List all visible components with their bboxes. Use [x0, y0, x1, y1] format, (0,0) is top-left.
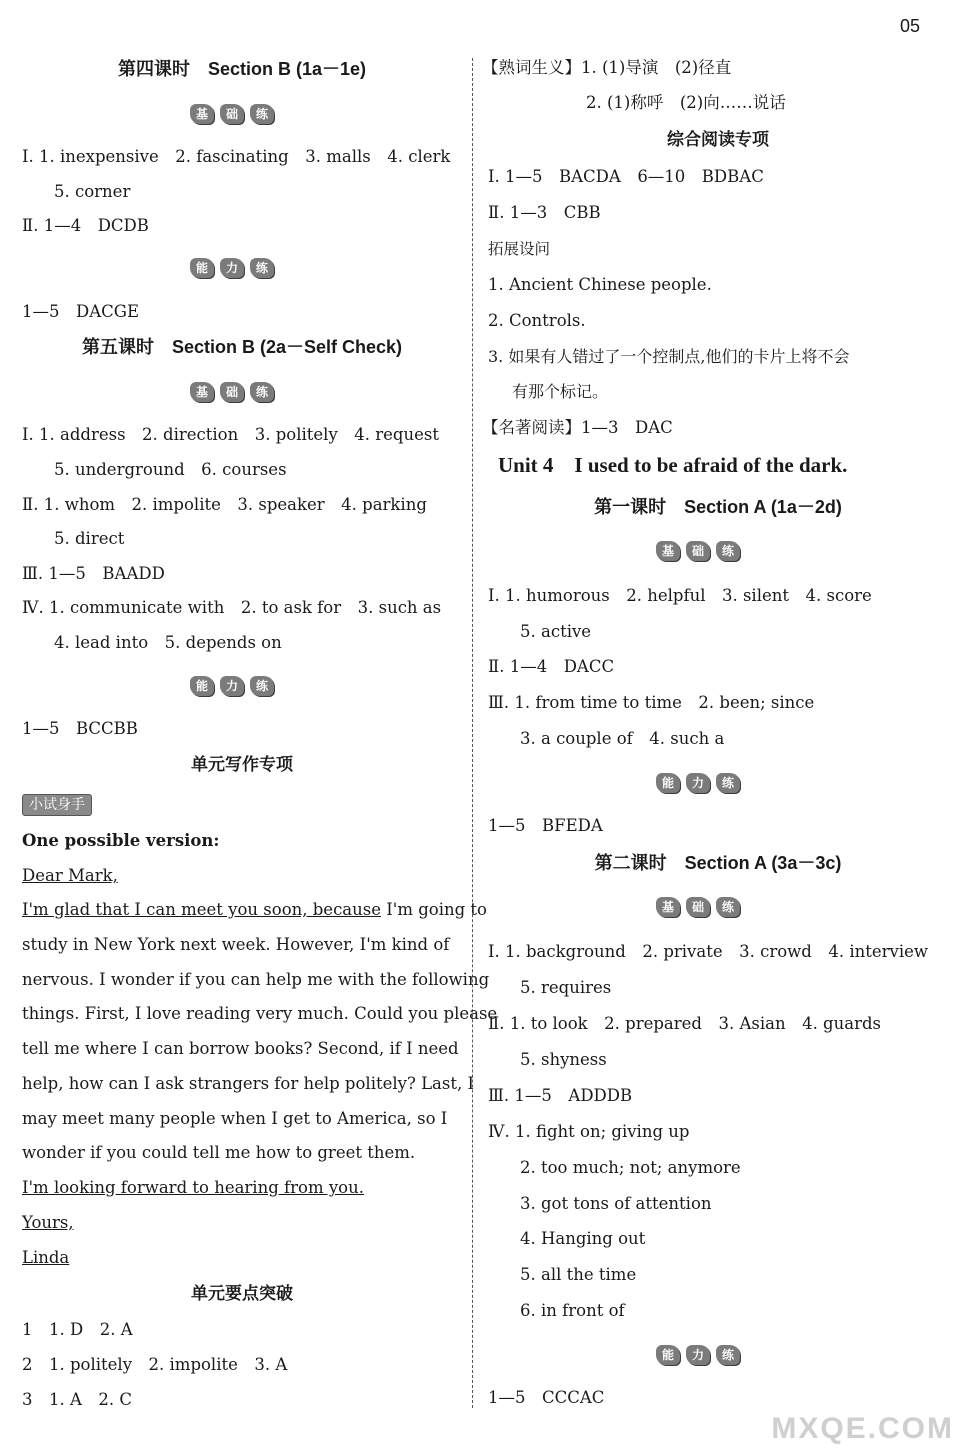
answer-line: 3. 如果有人错过了一个控制点,他们的卡片上将不会: [488, 347, 850, 366]
answer-line: 1 1. D 2. A: [22, 1320, 133, 1339]
answer-line: 【熟词生义】1. (1)导演 (2)径直: [482, 58, 732, 77]
basic-practice-badge: [656, 897, 740, 919]
answer-line: 5. all the time: [520, 1265, 637, 1284]
answer-line: 3 1. A 2. C: [22, 1390, 133, 1409]
answer-line: 2. (1)称呼 (2)向……说话: [586, 93, 786, 112]
badge-char: 练: [250, 104, 274, 124]
basic-practice-badge: [190, 382, 274, 404]
badge-char: 力: [220, 676, 244, 696]
badge-char: 础: [686, 541, 710, 561]
letter-line: tell me where I can borrow books? Second, if I need: [22, 1039, 459, 1058]
answer-line: Ⅳ. 1. communicate with 2. to ask for 3. such as: [22, 598, 442, 617]
answer-line: Ⅲ. 1—5 ADDDB: [488, 1086, 633, 1105]
answer-line: Ⅱ. 1. whom 2. impolite 3. speaker 4. parking: [22, 495, 427, 514]
page-number: 05: [899, 16, 920, 36]
answer-line: Ⅱ. 1. to look 2. prepared 3. Asian 4. guards: [488, 1014, 882, 1033]
answer-line: Ⅲ. 1—5 BAADD: [22, 564, 165, 583]
letter-line: may meet many people when I get to America, so I: [22, 1109, 448, 1128]
badge-char: 练: [716, 897, 740, 917]
section-title: 第一课时 Section A (1a－2d): [594, 497, 842, 517]
underlined-text: I'm glad that I can meet you soon, because: [22, 900, 382, 919]
badge-char: 力: [686, 1345, 710, 1365]
answer-line: Ⅰ. 1. inexpensive 2. fascinating 3. malls 4. clerk: [22, 147, 451, 166]
key-points-title: 单元要点突破: [191, 1284, 293, 1304]
badge-char: 能: [190, 258, 214, 278]
answer-line: 2. too much; not; anymore: [520, 1158, 741, 1177]
badge-char: 练: [716, 541, 740, 561]
letter-text: I'm going to: [381, 900, 487, 919]
answer-line: 2. Controls.: [488, 311, 586, 330]
letter-line: study in New York next week. However, I'm kind of: [22, 935, 450, 954]
answer-line: 4. Hanging out: [520, 1229, 646, 1248]
letter-signoff: Yours,: [22, 1213, 74, 1232]
answer-line: Ⅱ. 1—4 DACC: [488, 657, 615, 676]
ability-practice-badge: [656, 773, 740, 795]
badge-char: 基: [656, 897, 680, 917]
answer-line: 5. shyness: [520, 1050, 607, 1069]
answer-line: 1—5 DACGE: [22, 302, 139, 321]
badge-char: 础: [220, 382, 244, 402]
extension-heading: 拓展设问: [488, 240, 551, 258]
badge-char: 础: [686, 897, 710, 917]
badge-char: 力: [220, 258, 244, 278]
writing-section-title: 单元写作专项: [191, 755, 293, 775]
answer-line: Ⅰ. 1—5 BACDA 6—10 BDBAC: [488, 167, 764, 186]
badge-char: 力: [686, 773, 710, 793]
unit-title: Unit 4 I used to be afraid of the dark.: [498, 453, 848, 477]
answer-line: 1. Ancient Chinese people.: [488, 275, 712, 294]
badge-char: 练: [250, 258, 274, 278]
letter-line: things. First, I love reading very much. Could you please: [22, 1004, 498, 1023]
basic-practice-badge: [656, 541, 740, 563]
answer-line: 5. direct: [54, 529, 125, 548]
answer-line: Ⅰ. 1. humorous 2. helpful 3. silent 4. score: [488, 586, 872, 605]
answer-line: 5. corner: [54, 182, 131, 201]
column-divider: [472, 58, 473, 1408]
answer-line: 3. a couple of 4. such a: [520, 729, 725, 748]
ability-practice-badge: [656, 1345, 740, 1367]
answer-line: Ⅱ. 1—3 CBB: [488, 203, 601, 222]
ability-practice-badge: [190, 258, 274, 280]
letter-line: [22, 899, 487, 921]
answer-line: 3. got tons of attention: [520, 1194, 712, 1213]
site-watermark: MXQE.COM: [771, 1412, 954, 1445]
badge-char: 练: [716, 773, 740, 793]
answer-line: 有那个标记。: [512, 382, 609, 401]
letter-line: help, how can I ask strangers for help politely? Last, I: [22, 1074, 474, 1093]
badge-char: 基: [656, 541, 680, 561]
answer-line: 5. requires: [520, 978, 612, 997]
letter-greeting: Dear Mark,: [22, 866, 118, 885]
answer-line: 1—5 BFEDA: [488, 816, 603, 835]
badge-char: 练: [250, 382, 274, 402]
section-title: 第二课时 Section A (3a－3c): [594, 853, 842, 873]
section-title: 第四课时 Section B (1a－1e): [117, 59, 367, 79]
badge-char: 练: [716, 1345, 740, 1365]
badge-char: 基: [190, 104, 214, 124]
answer-line: Ⅰ. 1. background 2. private 3. crowd 4. interview: [488, 942, 928, 961]
answer-line: 【名著阅读】1—3 DAC: [482, 418, 673, 437]
answer-line: 6. in front of: [520, 1301, 625, 1320]
answer-line: 1—5 CCCAC: [488, 1388, 605, 1407]
answer-line: Ⅳ. 1. fight on; giving up: [488, 1122, 690, 1141]
answer-line: Ⅲ. 1. from time to time 2. been; since: [488, 693, 815, 712]
badge-char: 能: [656, 1345, 680, 1365]
badge-char: 础: [220, 104, 244, 124]
sample-heading: One possible version:: [22, 831, 220, 850]
letter-closing-line: I'm looking forward to hearing from you.: [22, 1178, 364, 1197]
basic-practice-badge: [190, 104, 274, 126]
answer-line: Ⅱ. 1—4 DCDB: [22, 216, 149, 235]
answer-line: 2 1. politely 2. impolite 3. A: [22, 1355, 288, 1374]
badge-char: 能: [190, 676, 214, 696]
try-it-label: 小试身手: [22, 794, 92, 816]
answer-line: Ⅰ. 1. address 2. direction 3. politely 4. request: [22, 425, 439, 444]
answer-line: 5. active: [520, 622, 592, 641]
answer-line: 4. lead into 5. depends on: [54, 633, 282, 652]
letter-signature: Linda: [22, 1248, 70, 1267]
section-title: 第五课时 Section B (2a－Self Check): [81, 337, 403, 357]
reading-section-title: 综合阅读专项: [667, 130, 769, 150]
letter-line: wonder if you could tell me how to greet them.: [22, 1143, 416, 1162]
badge-char: 能: [656, 773, 680, 793]
badge-char: 练: [250, 676, 274, 696]
letter-line: nervous. I wonder if you can help me with the following: [22, 970, 490, 989]
answer-line: 1—5 BCCBB: [22, 719, 138, 738]
ability-practice-badge: [190, 676, 274, 698]
answer-line: 5. underground 6. courses: [54, 460, 287, 479]
badge-char: 基: [190, 382, 214, 402]
